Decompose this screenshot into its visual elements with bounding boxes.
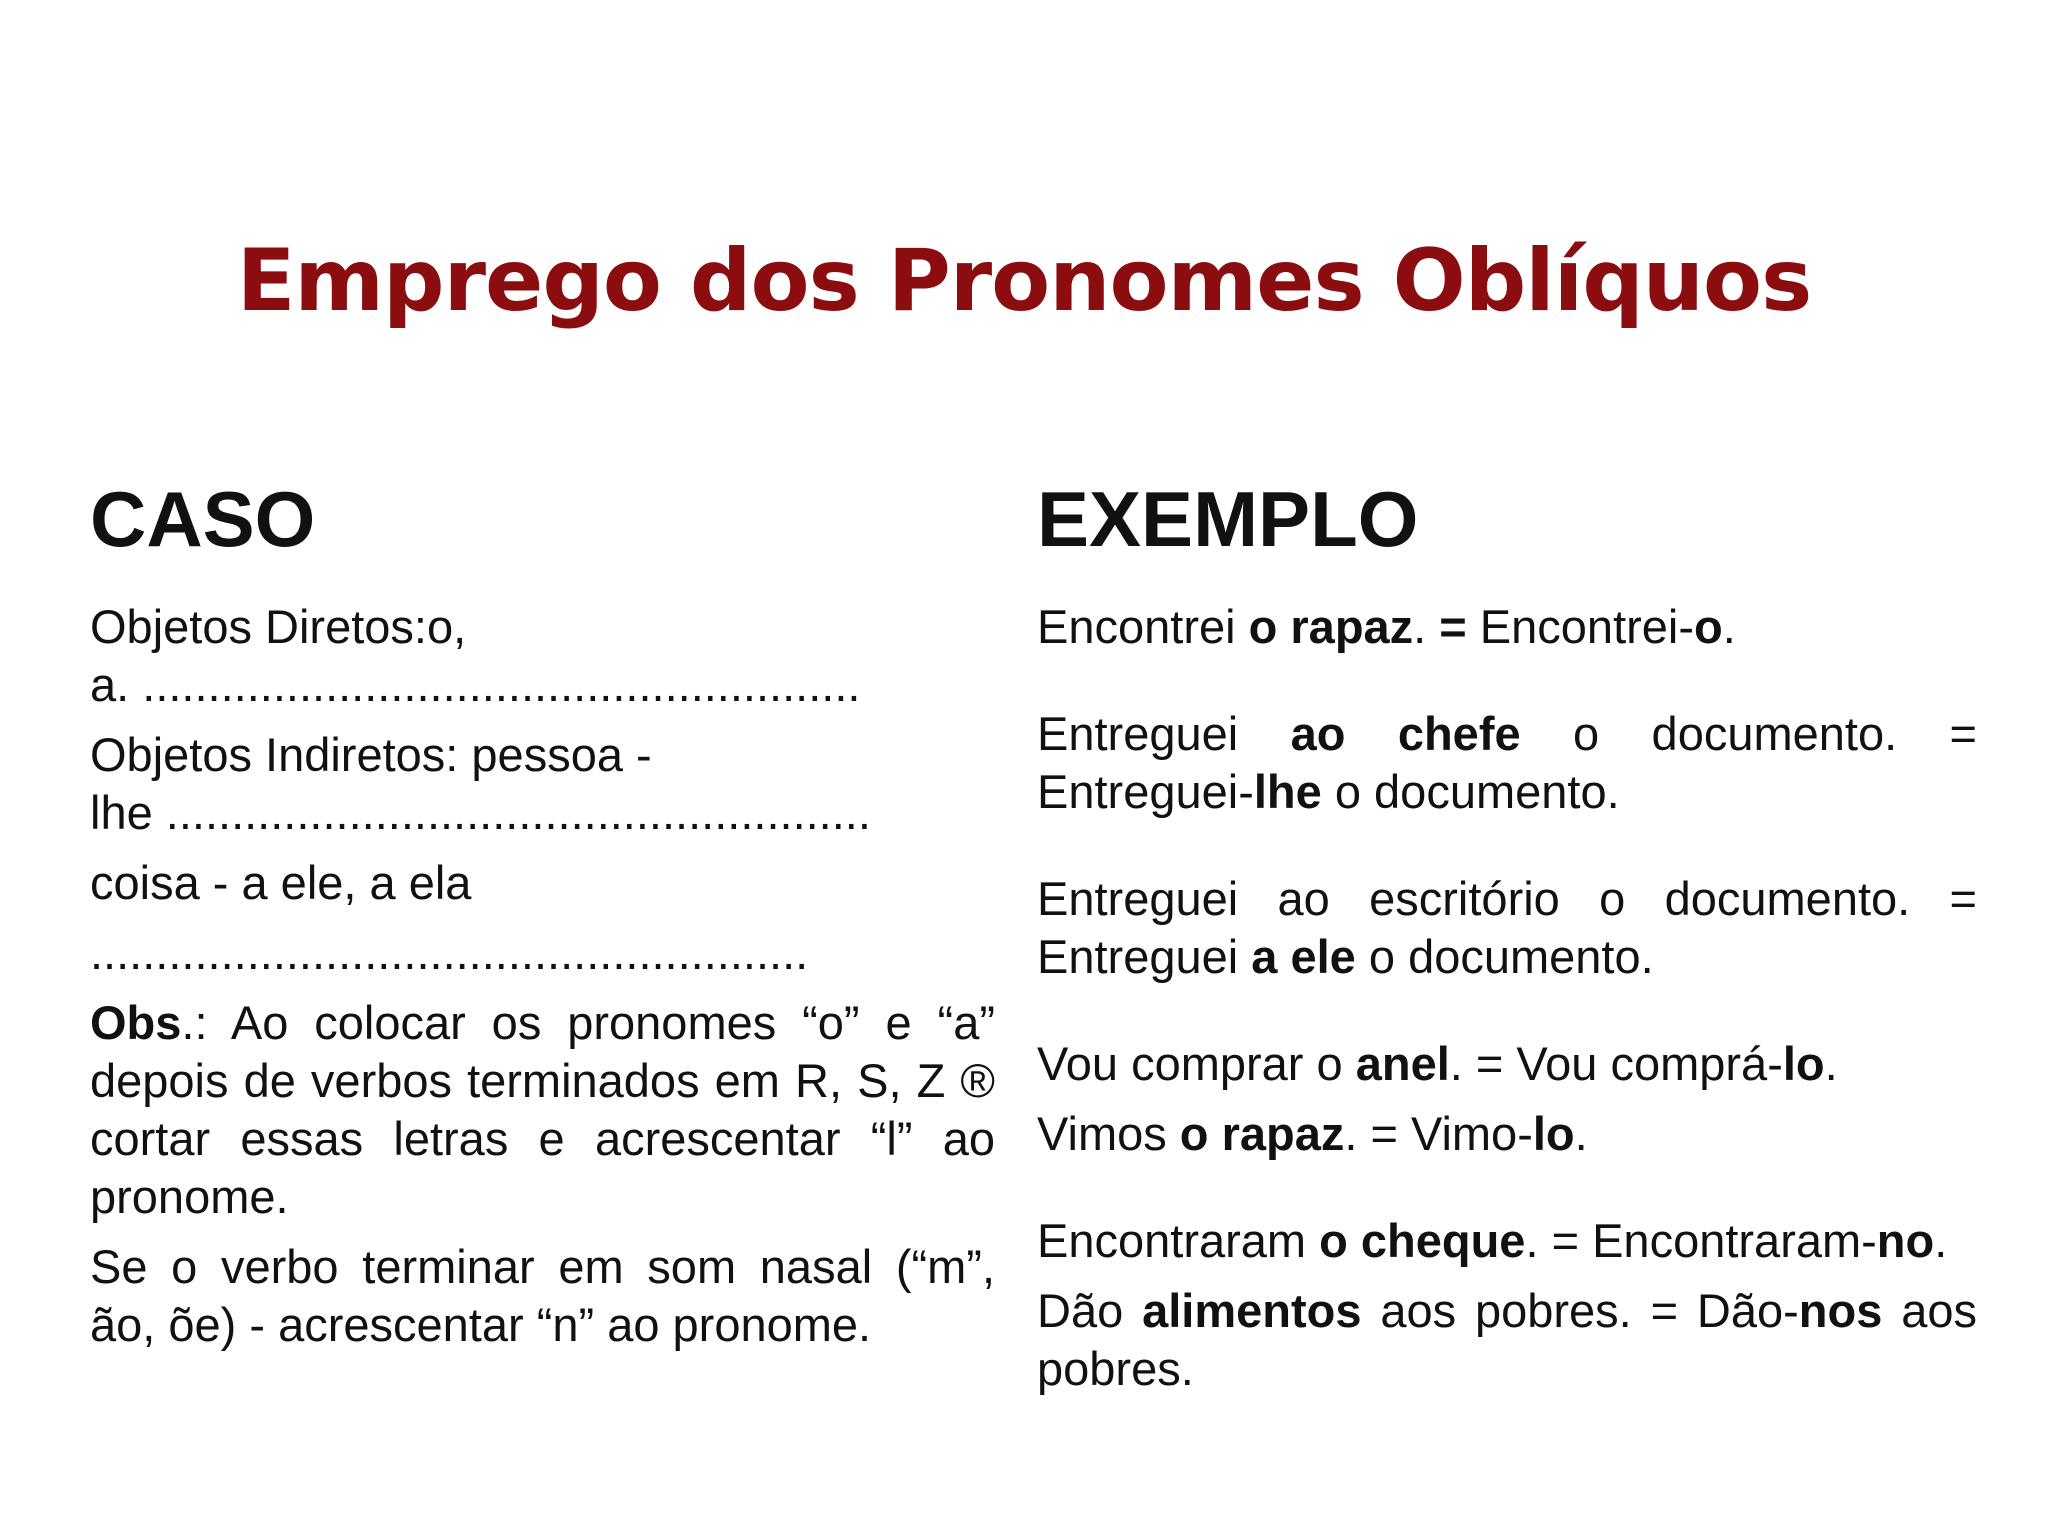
obs-text: .: Ao colocar os pronomes “o” e “a” depois de verbos terminados em R, S, Z ® cortar essas letras e acrescentar “l” ao pronome. [90,996,995,1223]
objetos-indiretos-dots: lhe ...................................................... [90,786,871,839]
example-2-part: o documento. = Entreguei- [1037,707,1977,818]
example-4-bold: anel [1355,1037,1450,1090]
example-5-part: . = Vimo- [1344,1107,1533,1160]
example-1-equals: = [1439,600,1467,653]
example-1-bold: o rapaz [1248,600,1414,653]
example-6-part: . [1934,1214,1948,1267]
example-2-part: Entreguei [1037,707,1291,760]
slide-title: Emprego dos Pronomes Oblíquos [236,231,1812,331]
nasal-paragraph: Se o verbo terminar em som nasal (“m”, ão, õe) - acrescentar “n” ao pronome. [90,1240,995,1351]
example-7-bold: alimentos [1142,1284,1362,1337]
example-4-part: Vou comprar o [1037,1037,1356,1090]
example-2-part: o documento. [1321,765,1620,818]
example-3-part: Entreguei ao escritório o documento. = Entreguei [1037,872,1977,983]
example-7-part: Dão [1037,1284,1143,1337]
example-4-bold: lo [1782,1037,1825,1090]
example-6 [1037,1212,1977,1270]
exemplo-heading: EXEMPLO [1037,475,1419,563]
objetos-diretos-dots: a. ....................................................... [90,658,861,711]
example-7-part: aos pobres. = Dão- [1361,1284,1799,1337]
example-1-part: Encontrei- [1466,600,1695,653]
example-5-bold: lo [1532,1107,1575,1160]
coisa-line: coisa - a ele, a ela [90,856,472,909]
exemplo-column [1037,470,1977,1398]
example-1-part: . [1413,600,1440,653]
caso-column [90,470,995,1354]
example-4 [1037,1035,1977,1093]
coisa-dots: ....................................................... [90,926,809,979]
example-2 [1037,705,1977,821]
example-1-bold: o [1694,600,1723,653]
caso-heading: CASO [90,475,316,563]
objetos-indiretos [90,726,995,842]
objetos-indiretos-label: Objetos Indiretos: pessoa - [90,728,652,781]
example-4-part: . [1824,1037,1838,1090]
example-7 [1037,1282,1977,1398]
example-6-bold: no [1876,1214,1935,1267]
example-6-bold: o cheque [1319,1214,1526,1267]
example-3 [1037,870,1977,986]
example-1 [1037,598,1977,656]
obs-label: Obs [90,996,182,1049]
example-4-part: . = Vou comprá- [1449,1037,1783,1090]
example-5-part: Vimos [1037,1107,1180,1160]
example-7-bold: nos [1798,1284,1883,1337]
example-3-part: o documento. [1355,930,1654,983]
example-1-part: . [1722,600,1736,653]
example-6-part: Encontraram [1037,1214,1320,1267]
example-5-bold: o rapaz [1179,1107,1345,1160]
example-3-bold: a ele [1251,930,1356,983]
example-5 [1037,1105,1977,1163]
objetos-diretos [90,598,995,714]
example-5-part: . [1574,1107,1588,1160]
objetos-diretos-label: Objetos Diretos:o, [90,600,467,653]
obs-paragraph [90,994,995,1226]
example-2-bold: lhe [1253,765,1322,818]
example-7-part: aos pobres. [1037,1284,1977,1395]
example-1-part: Encontrei [1037,600,1249,653]
example-6-part: . = Encontraram- [1525,1214,1877,1267]
example-2-bold: ao chefe [1290,707,1521,760]
